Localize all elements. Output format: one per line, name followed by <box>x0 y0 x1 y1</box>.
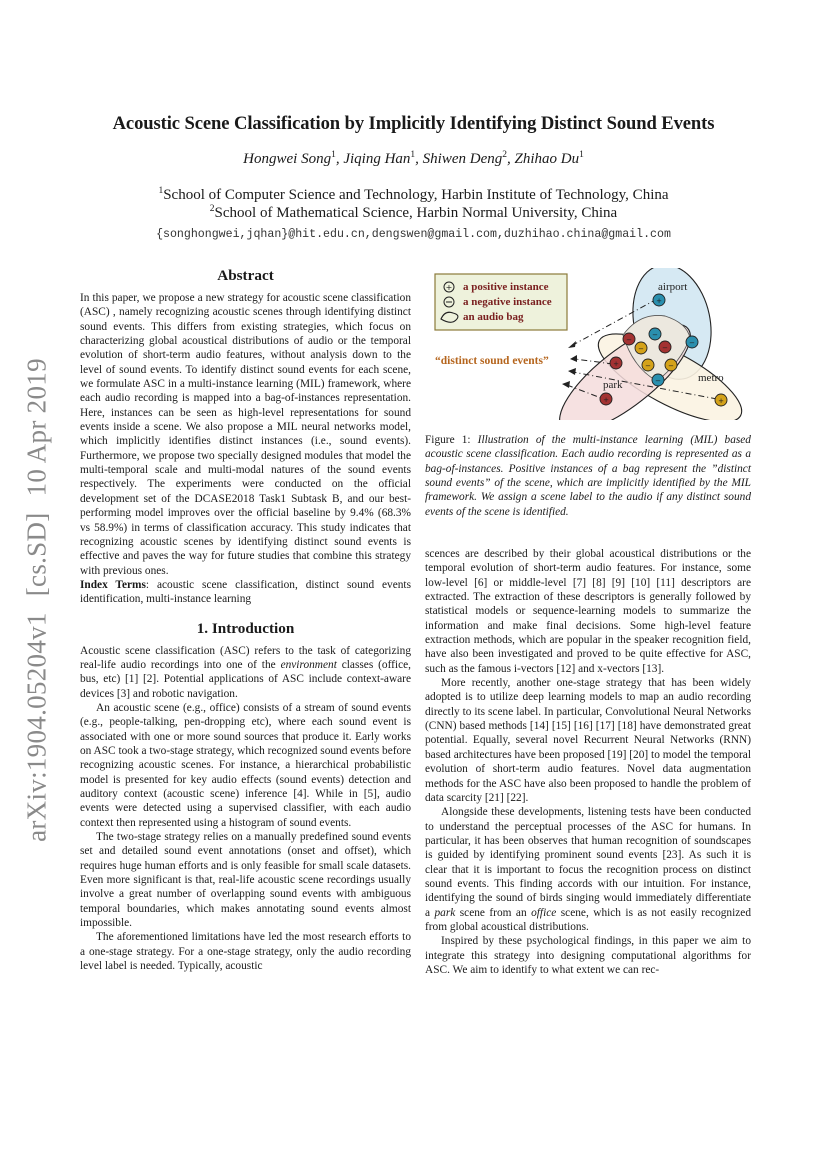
park-label: park <box>603 379 623 391</box>
text-run: classes (office, bus, etc) [1] [2]. Potential applications of ASC include context-aware devices [3] and robotic navigation. <box>80 658 411 700</box>
author-affil-marker: 1 <box>410 150 416 160</box>
arrow-heads <box>562 341 577 388</box>
legend-bag-label: an audio bag <box>463 311 524 323</box>
svg-text:−: − <box>689 339 695 347</box>
author-affil-marker: 1 <box>331 150 336 160</box>
caption-label: Figure 1: <box>425 434 478 446</box>
paper-title: Acoustic Scene Classification by Implicitly Identifying Distinct Sound Events <box>112 113 715 134</box>
arxiv-id: arXiv:1904.05204v1 <box>21 612 52 842</box>
svg-text:−: − <box>652 331 658 339</box>
airport-label: airport <box>658 281 688 293</box>
intro-paragraph-3: The two-stage strategy relies on a manually predefined sound events set and detailed sound event annotations (onset and offset), which requires huge human efforts and is only feasible for small scale datasets. Even more significant is that, real-life acoustic scene recordings usually involve a great number of overlapping sound events with ambiguous temporal boundaries, which makes annotating sound events almost impossible. <box>80 831 411 930</box>
affil-text: School of Mathematical Science, Harbin Normal University, China <box>214 205 618 221</box>
arxiv-date: 10 Apr 2019 <box>21 358 52 497</box>
index-terms-label: Index Terms <box>80 578 146 591</box>
svg-text:−: − <box>645 362 651 370</box>
arxiv-stamp <box>22 358 53 842</box>
caption-text: Illustration of the multi-instance learning (MIL) based acoustic scene classification. Each audio recording is represented as a bag-of-instances. Positive instances of a bag represent the ”distinct sound events” of the scene, which are implicitly identified by the MIL framework. We assign a scene label to the audio if any distinct sound events of the scene is identified. <box>425 434 751 518</box>
right-paragraph-4: Inspired by these psychological findings, in this paper we aim to integrate this strategy into designing computational algorithms for ASC. We aim to identify to what extent we can rec- <box>425 935 751 976</box>
left-column <box>80 267 411 973</box>
svg-text:+: + <box>656 297 662 305</box>
svg-text:+: + <box>718 397 724 405</box>
svg-text:+: + <box>445 283 453 292</box>
legend-negative-label: a negative instance <box>463 296 552 308</box>
affiliation-1 <box>0 186 827 204</box>
affil-text: School of Computer Science and Technology, Harbin Institute of Technology, China <box>163 187 669 203</box>
author-list: Hongwei Song$^1$, Jiqing Han$^1$, Shiwen Deng$^2$, Zhihao Du$^1$ <box>243 150 584 167</box>
affiliation-2 <box>0 204 827 222</box>
author-affil-marker: 2 <box>502 150 507 160</box>
affil-number: 2 <box>209 204 215 214</box>
author-name: Shiwen Deng <box>422 151 503 167</box>
svg-text:−: − <box>626 336 632 344</box>
svg-text:+: + <box>603 396 609 404</box>
intro-paragraph-2: An acoustic scene (e.g., office) consists of a stream of sound events (e.g., people-talking, pen-dropping etc), where each sound event is associated with one or more sound sources that produce it. Early works on ASC took a two-stage strategy, which recognized sound events before recognizing acoustic scenes. For instance, a hierarchical probabilistic model is presented for key audio effects (sound events) detection and auditory context (acoustic scene) inference [4]. While in [5], audio events were detected using a supervised classifier, with each audio context then represented using a histogram of sound events. <box>80 701 411 829</box>
author-name: Hongwei Song <box>243 151 332 167</box>
figure-1-caption <box>425 433 751 519</box>
svg-text:−: − <box>638 345 644 353</box>
right-paragraph-3 <box>425 805 751 934</box>
right-column <box>425 547 751 977</box>
intro-paragraph-1 <box>80 644 411 701</box>
author-affil-marker: 1 <box>579 150 584 160</box>
legend-positive-label: a positive instance <box>463 281 549 293</box>
distinct-events-callout: “distinct sound events” <box>435 355 549 367</box>
affil-number: 1 <box>158 186 164 196</box>
author-emails: {songhongwei,jqhan}@hit.edu.cn,dengswen@gmail.com,duzhihao.china@gmail.com <box>156 228 671 241</box>
svg-text:−: − <box>655 377 661 385</box>
svg-text:+: + <box>613 360 619 368</box>
index-terms <box>80 578 411 607</box>
emphasis: office <box>531 906 557 919</box>
figure-1 <box>425 268 755 420</box>
author-name: Zhihao Du <box>514 151 580 167</box>
metro-label: metro <box>698 372 724 384</box>
abstract-heading: Abstract <box>217 267 274 284</box>
mil-diagram <box>425 268 755 420</box>
svg-text:−: − <box>668 362 674 370</box>
index-terms-text: : acoustic scene classification, distinct sound events identification, multi-instance learning <box>80 578 411 606</box>
text-run: Alongside these developments, listening tests have been conducted to understand the perceptual processes of the ASC for humans. In particular, it has been observes that human recognition of soundscapes is guided by identifying prominent sound events [23]. As such it is clear that it is important to focus the recognition process on distinct sound events. This finding accords with our intuition. For instance, identifying the sound of birds singing would immediately differentiate a <box>425 806 751 919</box>
emphasis: environment <box>280 658 337 671</box>
emphasis: park <box>434 906 456 919</box>
text-run: scene from an <box>455 906 532 919</box>
svg-text:−: − <box>662 344 668 352</box>
intro-paragraph-4: The aforementioned limitations have led the most research efforts to a one-stage strategy. For a one-stage strategy, only the audio recording level label is needed. Typically, acoustic <box>80 931 411 973</box>
text-run: Acoustic scene classification (ASC) refers to the task of categorizing real-life audio recordings into one of the <box>80 644 411 671</box>
right-paragraph-1: scences are described by their global acoustical distributions or the temporal evolution of short-term audio features. For instance, some low-level [6] or middle-level [7] [8] [9] [10] [11] descriptors are extracted. The extraction of these descriptors is generally followed by statistical models or sequence-learning models to summarize the information and make final decisions. Some high-level feature extraction methods, which are popular in the speaker recognition field, have also been investigated and proved to be quite effective for ASC, such as the famous i-vectors [12] and x-vectors [13]. <box>425 548 751 675</box>
abstract-text: In this paper, we propose a new strategy for acoustic scene classification (ASC) , namely recognizing acoustic scenes through identifying distinct sound events. This differs from existing strategies, which focus on characterizing global acoustical distributions of audio or the temporal evolution of short-term audio features, without analysis down to the level of sound events. To identify distinct sound events for each scene, we formulate ASC in a multi-instance learning (MIL) framework, where each audio recording is mapped into a bag-of-instances representation. Here, instances can be seen as high-level representations for sound events inside a scene. We also propose a MIL neural networks model, which implicitly identifies distinct instances (i.e., sound events). Furthermore, we propose two specially designed modules that model the multi-temporal scale and multi-modal natures of the sound events respectively. The experiments were conducted on the official development set of the DCASE2018 Task1 Subtask B, and our best-performing model improves over the official baseline by 9.4% (68.3% vs 58.9%) in terms of classification accuracy. This study indicates that recognizing acoustic scenes by identifying distinct sound events is effective and paves the way for future studies that combine this strategy with previous ones. <box>80 292 411 577</box>
arxiv-category: [cs.SD] <box>21 512 52 597</box>
author-name: Jiqing Han <box>343 151 411 167</box>
introduction-heading: 1. Introduction <box>196 619 295 637</box>
right-paragraph-2: More recently, another one-stage strategy that has been widely adopted is to utilize deep learning models to map an audio recording directly to its scene label. In particular, Convolutional Neural Networks (CNN) based methods [14] [15] [16] [17] [18] have demonstrated great potential. Equally, several novel Recurrent Neural Networks (RNN) based architectures have been proposed [19] [20] to model the temporal evolution of short-term audio features. Novel data augmentation methods for the ASC have also been proposed to handle the problem of data scarcity [21] [22]. <box>425 677 751 804</box>
text-run: scene, which is as not easily recognized from global acoustical distributions. <box>425 906 751 933</box>
